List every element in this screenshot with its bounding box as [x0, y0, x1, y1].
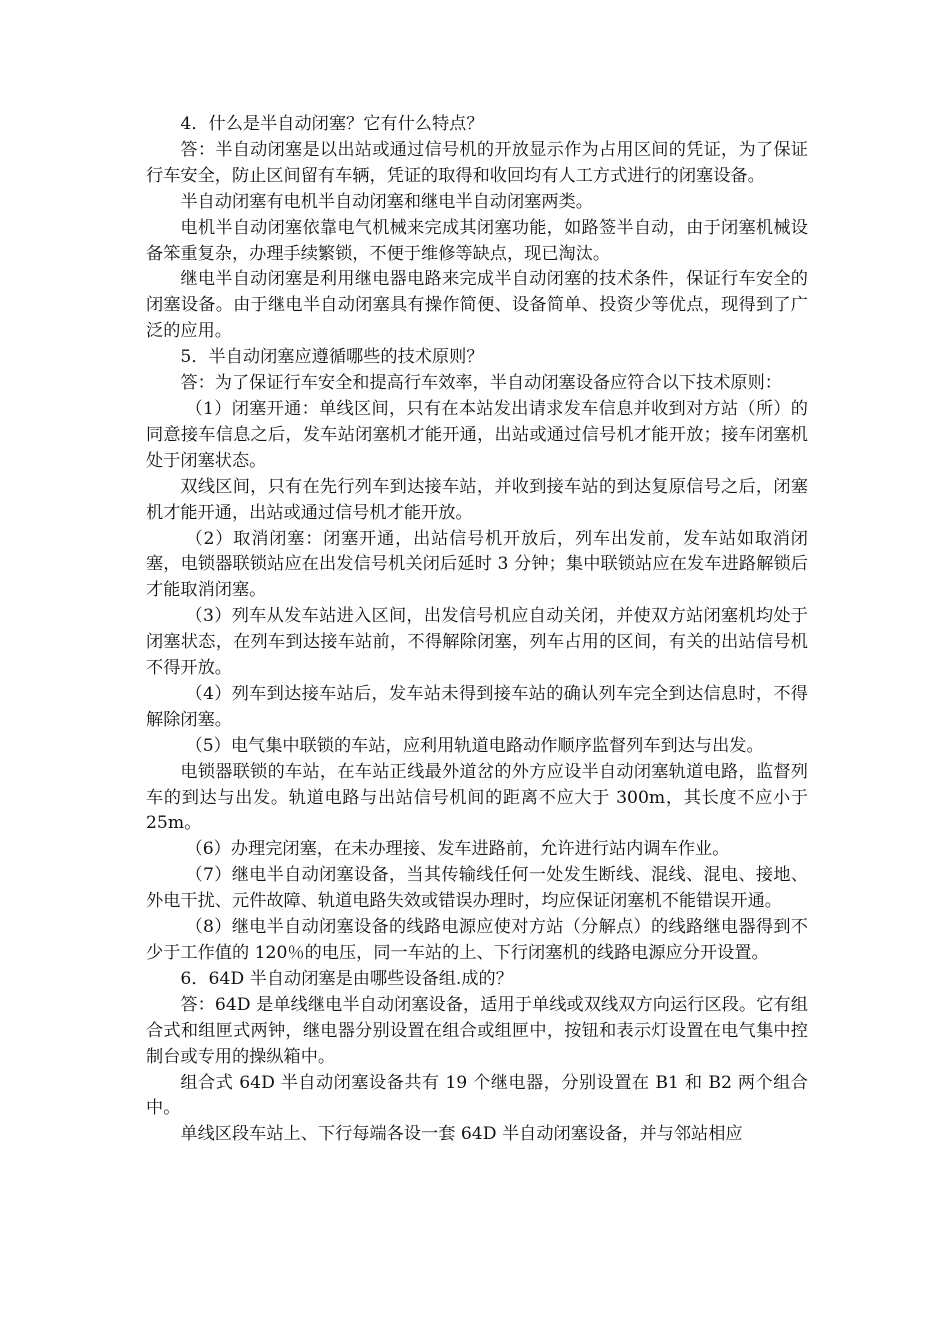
document-page [146, 112, 808, 1148]
paragraph: （7）继电半自动闭塞设备，当其传输线任何一处发生断线、混线、混电、接地、外电干扰、元件故障、轨道电路失效或错误办理时，均应保证闭塞机不能错误开通。 [146, 865, 808, 912]
paragraph: 电锁器联锁的车站，在车站正线最外道岔的外方应设半自动闭塞轨道电路，监督列车的到达与出发。轨道电路与出站信号机间的距离不应大于 300m，其长度不应小于 25m。 [146, 761, 808, 834]
paragraph: （1）闭塞开通：单线区间，只有在本站发出请求发车信息并收到对方站（所）的同意接车信息之后，发车站闭塞机才能开通，出站或通过信号机才能开放；接车闭塞机处于闭塞状态。 [146, 398, 808, 471]
paragraph: （4）列车到达接车站后，发车站未得到接车站的确认列车完全到达信息时，不得解除闭塞。 [146, 683, 808, 730]
paragraph: 答：为了保证行车安全和提高行车效率，半自动闭塞设备应符合以下技术原则： [180, 373, 782, 394]
paragraph: （5）电气集中联锁的车站，应利用轨道电路动作顺序监督列车到达与出发。 [185, 735, 764, 756]
paragraph: （3）列车从发车站进入区间，出发信号机应自动关闭，并使双方站闭塞机均处于闭塞状态，在列车到达接车站前，不得解除闭塞，列车占用的区间，有关的出站信号机不得开放。 [146, 606, 808, 679]
paragraph: （6）办理完闭塞，在未办理接、发车进路前，允许进行站内调车作业。 [185, 839, 730, 860]
question-heading: 4．什么是半自动闭塞？它有什么特点？ [180, 114, 484, 134]
paragraph: 答：64D 是单线继电半自动闭塞设备，适用于单线或双线双方向运行区段。它有组合式和组匣式两钟，继电器分别设置在组合或组匣中，按钮和表示灯设置在电气集中控制台或专用的操纵箱中。 [146, 994, 808, 1067]
paragraph: 答：半自动闭塞是以出站或通过信号机的开放显示作为占用区间的凭证，为了保证行车安全，防止区间留有车辆，凭证的取得和收回均有人工方式进行的闭塞设备。 [146, 139, 808, 186]
paragraph: 组合式 64D 半自动闭塞设备共有 19 个继电器，分别设置在 B1 和 B2 两个组合中。 [146, 1072, 808, 1119]
paragraph: （8）继电半自动闭塞设备的线路电源应使对方站（分解点）的线路继电器得到不少于工作值的 120％的电压，同一车站的上、下行闭塞机的线路电源应分开设置。 [146, 917, 808, 963]
paragraph: （2）取消闭塞：闭塞开通，出站信号机开放后，列车出发前，发车站如取消闭塞，电锁器联锁站应在出发信号机关闭后延时 3 分钟；集中联锁站应在发车进路解锁后才能取消闭塞。 [146, 528, 808, 601]
paragraph: 双线区间，只有在先行列车到达接车站，并收到接车站的到达复原信号之后，闭塞机才能开通，出站或通过信号机才能开放。 [146, 476, 808, 523]
paragraph: 半自动闭塞有电机半自动闭塞和继电半自动闭塞两类。 [180, 191, 593, 212]
paragraph: 继电半自动闭塞是利用继电器电路来完成半自动闭塞的技术条件，保证行车安全的闭塞设备。由于继电半自动闭塞具有操作简便、设备简单、投资少等优点，现得到了广泛的应用。 [146, 269, 808, 342]
question-heading: 5．半自动闭塞应遵循哪些的技术原则？ [180, 347, 484, 368]
question-heading: 6．64D 半自动闭塞是由哪些设备组.成的？ [180, 968, 513, 989]
paragraph: 电机半自动闭塞依靠电气机械来完成其闭塞功能，如路签半自动，由于闭塞机械设备笨重复杂，办理手续繁锁，不便于维修等缺点，现已淘汰。 [146, 217, 808, 264]
paragraph: 单线区段车站上、下行每端各设一套 64D 半自动闭塞设备，并与邻站相应 [180, 1124, 743, 1145]
